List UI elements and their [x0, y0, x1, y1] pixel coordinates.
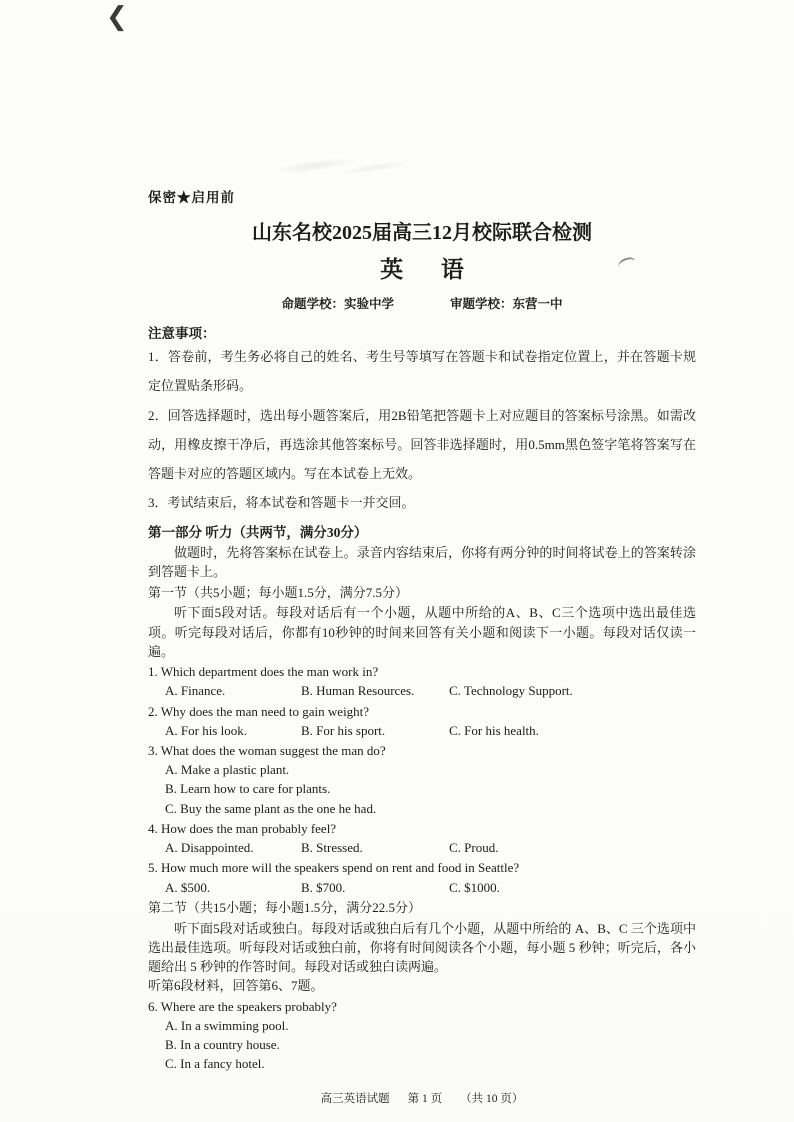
- option-a: A. Finance.: [165, 683, 226, 699]
- option-b: B. In a country house.: [165, 1037, 280, 1053]
- option-c: C. For his health.: [449, 722, 539, 738]
- question-1: [148, 662, 696, 700]
- back-icon[interactable]: ❮: [106, 2, 128, 32]
- question-options: [148, 838, 696, 857]
- option-c: C. Technology Support.: [449, 683, 573, 699]
- subject-title: 英 语: [380, 257, 480, 282]
- option-a: A. Disappointed.: [165, 840, 254, 856]
- question-options: [148, 878, 696, 897]
- option-a: A. For his look.: [165, 722, 247, 738]
- option-b: B. Learn how to care for plants.: [165, 781, 331, 797]
- notice-item-1: 1．答卷前，考生务必将自己的姓名、考生号等填写在答题卡和试卷指定位置上，并在答题卡规定位置贴条形码。: [148, 349, 696, 394]
- question-options: [148, 721, 696, 740]
- notice-item-2: 2．回答选择题时，选出每小题答案后，用2B铅笔把答题卡上对应题目的答案标号涂黑。如需改动，用橡皮擦干净后，再选涂其他答案标号。回答非选择题时，用0.5mm黑色签字笔将答案写在答题卡对应的答题区域内。写在本试卷上无效。: [148, 407, 696, 481]
- section1-heading: 第一节（共5小题；每小题1.5分，满分7.5分）: [148, 584, 409, 600]
- option-b: B. Human Resources.: [301, 683, 415, 699]
- question-text: 3. What does the woman suggest the man do?: [148, 743, 386, 758]
- security-notice: 保密★启用前: [148, 190, 235, 205]
- option-b: B. For his sport.: [301, 722, 386, 738]
- question-text: 2. Why does the man need to gain weight?: [148, 703, 370, 719]
- section2-instructions: 听下面5段对话或独白。每段对话或独白后有几个小题，从题中所给的 A、B、C 三个选项中选出最佳选项。听每段对话或独白前，你将有时间阅读各个小题，每小题 5 秒钟；听完后，各小题给出 5 秒钟的作答时间。每段对话或独白读两遍。: [148, 920, 696, 975]
- question-options: [148, 681, 696, 700]
- question-6: [148, 997, 696, 1074]
- question-text: 6. Where are the speakers probably?: [148, 998, 337, 1014]
- option-b: B. Stressed.: [301, 840, 363, 856]
- option-c: C. Proud.: [449, 840, 499, 856]
- section1-instructions: 听下面5段对话。每段对话后有一个小题，从题中所给的A、B、C三个选项中选出最佳选项。听完每段对话后，你都有10秒钟的时间来回答有关小题和阅读下一小题。每段对话仅读一遍。: [148, 605, 696, 659]
- part1-intro: 做题时，先将答案标在试卷上。录音内容结束后，你将有两分钟的时间将试卷上的答案转涂到答题卡上。: [148, 545, 696, 580]
- option-a: A. Make a plastic plant.: [165, 762, 290, 778]
- question-text: 1. Which department does the man work in?: [148, 664, 379, 680]
- exam-title: 山东名校2025届高三12月校际联合检测: [252, 222, 592, 244]
- section2-heading: 第二节（共15小题；每小题1.5分，满分22.5分）: [148, 899, 422, 915]
- question-text: 4. How does the man probably feel?: [148, 820, 337, 836]
- option-c: C. $1000.: [449, 879, 500, 895]
- proposer-school: 命题学校：实验中学: [281, 297, 394, 311]
- option-c: C. In a fancy hotel.: [165, 1056, 265, 1072]
- question-4: [148, 819, 696, 857]
- option-a: A. $500.: [165, 879, 211, 895]
- reviewer-school: 审题学校：东营一中: [450, 297, 563, 311]
- page-footer: [148, 1090, 696, 1106]
- material-note: 听第6段材料，回答第6、7题。: [148, 978, 324, 994]
- footer-total-pages: （共 10 页）: [460, 1092, 524, 1105]
- footer-page-number: 第 1 页: [407, 1092, 443, 1105]
- question-3: [148, 741, 696, 818]
- notice-heading: 注意事项：: [148, 326, 216, 341]
- question-5: [148, 858, 696, 896]
- footer-doc-label: 高三英语试题: [320, 1092, 390, 1105]
- question-2: [148, 702, 696, 740]
- part1-heading: 第一部分 听力（共两节，满分30分）: [148, 524, 368, 540]
- option-a: A. In a swimming pool.: [165, 1017, 289, 1033]
- scan-artifact: [268, 138, 421, 193]
- paper-content: [148, 186, 696, 1106]
- option-c: C. Buy the same plant as the one he had.: [165, 800, 377, 816]
- question-text: 5. How much more will the speakers spend on rent and food in Seattle?: [148, 860, 520, 876]
- school-line: [148, 294, 696, 312]
- notice-item-3: 3．考试结束后，将本试卷和答题卡一并交回。: [148, 495, 415, 511]
- option-b: B. $700.: [301, 879, 346, 895]
